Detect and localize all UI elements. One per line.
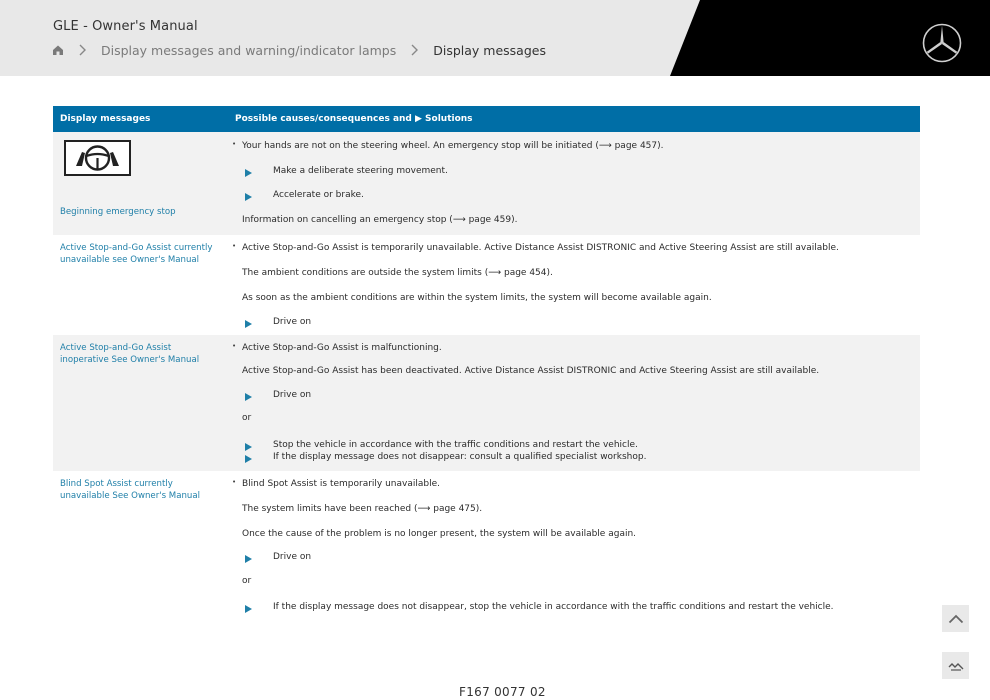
table-header-row [53,106,920,132]
solution-arrow-icon [245,393,252,401]
solution-text: If the display message does not disappear: consult a qualified specialist workshop. [273,452,647,462]
home-icon[interactable] [52,44,64,56]
or-text: or [242,413,252,423]
solution-arrow-icon [245,169,252,177]
solution-arrow-icon [245,555,252,563]
message-label: Blind Spot Assist currently unavailable See Owner's Manual [60,479,201,501]
solution-text: Stop the vehicle in accordance with the traffic conditions and restart the vehicle. [273,440,638,450]
feedback-button[interactable] [942,652,969,679]
feedback-icon [948,660,964,672]
chevron-right-icon [410,44,419,56]
solution-text: Drive on [273,552,312,562]
solution-arrow-icon [245,320,252,328]
table-row [53,471,920,621]
page-header [0,0,990,76]
solution-arrow-icon [245,605,252,613]
cause-text: • Active Stop-and-Go Assist is temporarily unavailable. Active Distance Assist DISTRONIC and Active Steering Assist are still available. [242,243,839,253]
table-row [53,335,920,471]
document-code: F167 0077 02 [459,685,546,699]
breadcrumb-link-display-messages-lamps[interactable]: Display messages and warning/indicator lamps [101,42,397,58]
cause-text: • Blind Spot Assist is temporarily unavailable. [242,479,440,489]
message-label: Active Stop-and-Go Assist inoperative See Owner's Manual [60,343,200,365]
manual-title: GLE - Owner's Manual [53,19,198,34]
chevron-up-icon [948,614,964,624]
table-row [53,132,920,235]
column-header-display-messages: Display messages [60,114,151,124]
steering-wheel-hands-icon [64,140,131,176]
solution-text: Drive on [273,317,312,327]
solution-arrow-icon [245,455,252,463]
cause-text: The system limits have been reached (⟶ page 475). [242,504,483,514]
solution-arrow-icon [245,443,252,451]
cause-text: As soon as the ambient conditions are within the system limits, the system will become available again. [242,293,712,303]
solution-text: Drive on [273,390,312,400]
solution-text: Make a deliberate steering movement. [273,166,448,176]
mercedes-star-logo[interactable] [922,23,962,63]
or-text: or [242,576,252,586]
display-messages-table [53,106,920,621]
solution-arrow-icon [245,193,252,201]
message-label: Active Stop-and-Go Assist currently unavailable see Owner's Manual [60,243,213,265]
cause-text: The ambient conditions are outside the system limits (⟶ page 454). [242,268,553,278]
solution-text: If the display message does not disappear, stop the vehicle in accordance with the traffic conditions and restart the vehicle. [273,602,834,612]
solution-text: Accelerate or brake. [273,190,364,200]
chevron-right-icon [78,44,87,56]
cause-text: • Active Stop-and-Go Assist is malfunctioning. [242,343,442,353]
cause-text: Active Stop-and-Go Assist has been deactivated. Active Distance Assist DISTRONIC and Active Steering Assist are still available. [242,366,820,376]
breadcrumb-current: Display messages [433,42,546,58]
info-text: Information on cancelling an emergency stop (⟶ page 459). [242,215,518,225]
column-header-causes-solutions: Possible causes/consequences and ▶ Solutions [235,114,473,124]
message-label: Beginning emergency stop [60,207,176,217]
scroll-to-top-button[interactable] [942,605,969,632]
cause-text: Once the cause of the problem is no longer present, the system will be available again. [242,529,637,539]
table-row [53,235,920,335]
cause-text: • Your hands are not on the steering wheel. An emergency stop will be initiated (⟶ page 457). [242,141,664,151]
breadcrumb [52,42,560,58]
